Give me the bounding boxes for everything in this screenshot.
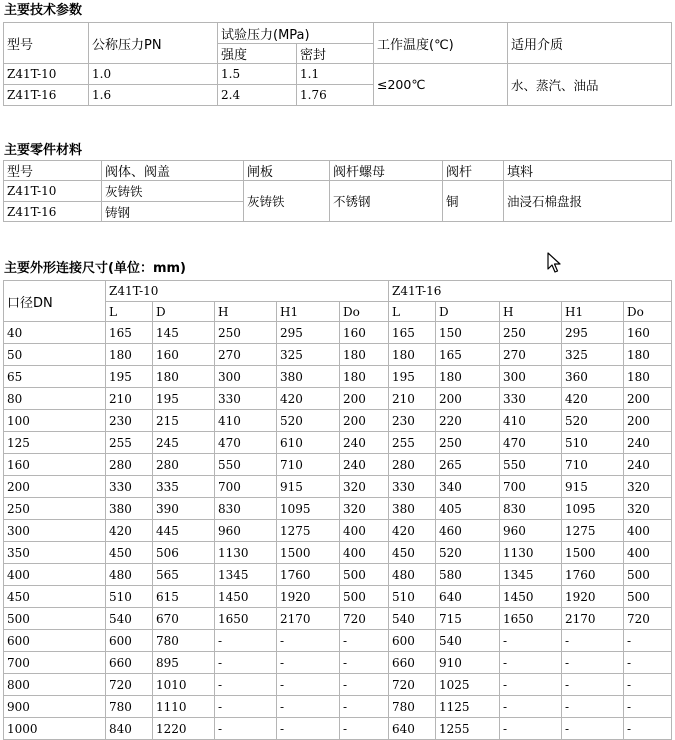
table-row [4,652,672,674]
cell-value: - [277,652,340,674]
cell-value: 240 [624,454,672,476]
table-row [4,542,672,564]
cell-value: 320 [624,498,672,520]
cell-value: - [215,630,277,652]
cell-value: 380 [277,366,340,388]
cell-value: 410 [500,410,562,432]
cell-value: 180 [624,366,672,388]
cell-model: Z41T-16 [4,202,102,222]
cell-dn: 160 [4,454,106,476]
cell-dn: 125 [4,432,106,454]
cell-value: 450 [389,542,436,564]
cell-value: 405 [436,498,500,520]
cell-value: 1125 [436,696,500,718]
cell-value: 710 [277,454,340,476]
cell-temp: ≤200℃ [374,64,508,106]
cell-value: 330 [500,388,562,410]
cell-value: - [340,652,389,674]
cell-dn: 600 [4,630,106,652]
dimensions-table [3,280,672,740]
cell-value: 780 [106,696,153,718]
cell-value: 470 [215,432,277,454]
header-col-h1: H1 [562,302,624,322]
cell-value: 715 [436,608,500,630]
cell-value: 1345 [215,564,277,586]
cell-value: - [215,718,277,740]
cell-value: 1095 [277,498,340,520]
cell-value: 830 [215,498,277,520]
header-group-z41t-16: Z41T-16 [389,281,672,302]
dimensions-title: 主要外形连接尺寸(单位：mm) [4,261,186,276]
cell-value: 200 [340,410,389,432]
cell-value: 720 [106,674,153,696]
header-nut: 阀杆螺母 [330,161,443,181]
cell-value: 1275 [277,520,340,542]
cell-dn: 800 [4,674,106,696]
cell-value: 460 [436,520,500,542]
header-packing: 填料 [504,161,672,181]
table-row [4,586,672,608]
cell-value: 250 [436,432,500,454]
cell-value: 1760 [277,564,340,586]
cell-value: 240 [624,432,672,454]
cell-value: - [500,630,562,652]
cell-value: 540 [389,608,436,630]
table-row [4,674,672,696]
cell-dn: 40 [4,322,106,344]
cell-value: 700 [215,476,277,498]
cell-value: 520 [436,542,500,564]
table-row [4,388,672,410]
cell-stem: 铜 [443,181,504,222]
cell-value: 1095 [562,498,624,520]
header-col-do: Do [340,302,389,322]
cell-value: 640 [436,586,500,608]
cell-dn: 200 [4,476,106,498]
materials-title: 主要零件材料 [4,143,83,158]
cell-value: 180 [340,344,389,366]
table-row [4,410,672,432]
header-strength: 强度 [218,44,297,64]
cell-value: 1025 [436,674,500,696]
cell-value: 1220 [153,718,215,740]
cell-value: 165 [106,322,153,344]
cell-value: 960 [500,520,562,542]
cell-value: 330 [106,476,153,498]
cell-value: - [215,652,277,674]
cell-pn: 1.0 [89,64,218,85]
cell-value: 195 [153,388,215,410]
cell-body: 灰铸铁 [102,181,244,202]
cell-value: 840 [106,718,153,740]
cell-value: - [500,718,562,740]
cell-value: 220 [436,410,500,432]
cell-pn: 1.6 [89,85,218,106]
cell-value: 335 [153,476,215,498]
cell-value: 270 [500,344,562,366]
cell-value: - [340,718,389,740]
cell-value: 145 [153,322,215,344]
cell-value: - [500,652,562,674]
cell-value: 320 [624,476,672,498]
cell-model: Z41T-10 [4,64,89,85]
cell-value: 250 [500,322,562,344]
cell-value: 180 [106,344,153,366]
cell-value: 1010 [153,674,215,696]
header-col-do: Do [624,302,672,322]
table-row [4,64,672,85]
cell-value: 420 [106,520,153,542]
cell-dn: 900 [4,696,106,718]
cell-value: 830 [500,498,562,520]
cell-value: 400 [624,542,672,564]
cell-value: - [624,718,672,740]
cell-value: 915 [562,476,624,498]
cell-value: 510 [562,432,624,454]
table-row [4,630,672,652]
cell-value: 506 [153,542,215,564]
cell-dn: 65 [4,366,106,388]
cell-model: Z41T-10 [4,181,102,202]
cell-value: 230 [389,410,436,432]
cell-value: 180 [340,366,389,388]
cell-value: - [500,696,562,718]
table-row [4,608,672,630]
cell-value: 720 [340,608,389,630]
table-row [4,454,672,476]
cell-value: 160 [340,322,389,344]
cell-value: 240 [340,432,389,454]
header-col-d: D [153,302,215,322]
cell-value: - [562,630,624,652]
cell-value: 520 [562,410,624,432]
cell-value: 960 [215,520,277,542]
cell-strength: 1.5 [218,64,297,85]
cell-value: 2170 [562,608,624,630]
cell-packing: 油浸石棉盘报 [504,181,672,222]
table-row [4,322,672,344]
cell-value: 300 [500,366,562,388]
header-stem: 阀杆 [443,161,504,181]
cell-value: 895 [153,652,215,674]
cell-value: - [624,674,672,696]
cell-value: 540 [436,630,500,652]
cell-value: 1920 [562,586,624,608]
cell-value: 195 [106,366,153,388]
cell-value: - [215,696,277,718]
cell-value: 540 [106,608,153,630]
cell-value: 510 [106,586,153,608]
cell-value: 420 [562,388,624,410]
header-medium: 适用介质 [508,23,672,64]
table-row [4,476,672,498]
cell-value: - [562,652,624,674]
cell-value: 520 [277,410,340,432]
cell-value: 600 [106,630,153,652]
cell-value: - [340,630,389,652]
cell-dn: 100 [4,410,106,432]
cell-value: 1500 [277,542,340,564]
cell-value: 1275 [562,520,624,542]
cell-value: 160 [624,322,672,344]
cell-value: 200 [436,388,500,410]
cell-value: 295 [562,322,624,344]
cell-value: 550 [215,454,277,476]
cell-value: 915 [277,476,340,498]
cell-value: - [624,652,672,674]
tech-params-title: 主要技术参数 [4,3,83,18]
cell-value: 1255 [436,718,500,740]
cell-value: 2170 [277,608,340,630]
cell-value: 480 [106,564,153,586]
header-seal: 密封 [297,44,374,64]
cell-value: 270 [215,344,277,366]
cell-strength: 2.4 [218,85,297,106]
cell-value: 320 [340,498,389,520]
header-model: 型号 [4,161,102,181]
cell-value: 1450 [500,586,562,608]
cell-value: 410 [215,410,277,432]
cell-dn: 80 [4,388,106,410]
cell-value: 1345 [500,564,562,586]
cell-value: 1130 [500,542,562,564]
materials-table [3,160,672,222]
cell-value: 180 [153,366,215,388]
cell-value: 610 [277,432,340,454]
cell-value: 1760 [562,564,624,586]
cell-dn: 500 [4,608,106,630]
cell-dn: 350 [4,542,106,564]
cell-value: 165 [436,344,500,366]
table-row [4,432,672,454]
table-row [4,718,672,740]
header-col-l: L [106,302,153,322]
table-row [4,181,672,202]
cell-value: 265 [436,454,500,476]
cell-dn: 400 [4,564,106,586]
header-group-z41t-10: Z41T-10 [106,281,389,302]
cell-value: 1650 [500,608,562,630]
cell-value: 150 [436,322,500,344]
cell-value: 660 [106,652,153,674]
table-row [4,366,672,388]
header-test-pressure: 试验压力(MPa) [218,23,374,44]
header-col-h: H [215,302,277,322]
header-temp: 工作温度(℃) [374,23,508,64]
header-dn: 口径DN [4,281,106,322]
table-row [4,696,672,718]
header-model: 型号 [4,23,89,64]
cell-value: 195 [389,366,436,388]
table-row [4,498,672,520]
cell-value: 420 [277,388,340,410]
cell-value: 710 [562,454,624,476]
cell-value: 700 [500,476,562,498]
cell-value: 300 [215,366,277,388]
cell-value: 390 [153,498,215,520]
cell-value: - [340,696,389,718]
header-col-h: H [500,302,562,322]
cell-value: 380 [106,498,153,520]
header-pn: 公称压力PN [89,23,218,64]
cell-value: 1500 [562,542,624,564]
cell-value: 400 [340,520,389,542]
cell-value: 325 [277,344,340,366]
cell-value: - [562,696,624,718]
cell-value: - [500,674,562,696]
cell-value: 280 [153,454,215,476]
cell-value: - [215,674,277,696]
cell-dn: 1000 [4,718,106,740]
cell-value: 200 [624,388,672,410]
cell-value: 500 [624,564,672,586]
cell-value: 340 [436,476,500,498]
cell-value: 180 [436,366,500,388]
cell-value: - [624,696,672,718]
cell-value: 470 [500,432,562,454]
cell-value: 720 [624,608,672,630]
cell-value: 250 [215,322,277,344]
cell-value: 400 [624,520,672,542]
cell-dn: 250 [4,498,106,520]
cell-model: Z41T-16 [4,85,89,106]
cell-value: 660 [389,652,436,674]
cell-value: 780 [153,630,215,652]
cell-value: 420 [389,520,436,542]
cell-dn: 700 [4,652,106,674]
tech-params-table [3,22,672,106]
cell-value: 600 [389,630,436,652]
header-col-l: L [389,302,436,322]
cell-value: 330 [389,476,436,498]
cell-value: 910 [436,652,500,674]
cell-value: 580 [436,564,500,586]
cell-value: - [562,718,624,740]
cell-seal: 1.76 [297,85,374,106]
cell-value: 565 [153,564,215,586]
cell-medium: 水、蒸汽、油品 [508,64,672,106]
cell-value: 325 [562,344,624,366]
header-body: 阀体、阀盖 [102,161,244,181]
cell-value: 510 [389,586,436,608]
cell-value: - [277,718,340,740]
cell-seal: 1.1 [297,64,374,85]
cell-value: 200 [340,388,389,410]
cell-dn: 300 [4,520,106,542]
cell-value: 480 [389,564,436,586]
cell-value: 230 [106,410,153,432]
cell-value: 445 [153,520,215,542]
cell-value: 210 [106,388,153,410]
table-row [4,344,672,366]
cell-value: 180 [624,344,672,366]
table-row [4,520,672,542]
cell-value: 360 [562,366,624,388]
cell-value: 295 [277,322,340,344]
cell-value: - [277,630,340,652]
cell-value: 165 [389,322,436,344]
cell-body: 铸钢 [102,202,244,222]
cell-value: 245 [153,432,215,454]
cell-value: 240 [340,454,389,476]
cell-value: 1450 [215,586,277,608]
cell-dn: 50 [4,344,106,366]
cell-value: 210 [389,388,436,410]
cell-gate: 灰铸铁 [244,181,330,222]
cell-value: 215 [153,410,215,432]
cell-value: 280 [389,454,436,476]
cell-value: - [562,674,624,696]
cell-value: 640 [389,718,436,740]
cell-dn: 450 [4,586,106,608]
cell-value: 180 [389,344,436,366]
cell-value: 550 [500,454,562,476]
cell-value: 500 [624,586,672,608]
cell-value: 255 [389,432,436,454]
cell-value: 500 [340,564,389,586]
cell-value: 1920 [277,586,340,608]
cell-value: - [624,630,672,652]
cell-value: - [277,696,340,718]
header-col-d: D [436,302,500,322]
cell-value: 450 [106,542,153,564]
header-gate: 闸板 [244,161,330,181]
cell-value: 330 [215,388,277,410]
cell-value: - [340,674,389,696]
cell-value: 400 [340,542,389,564]
cell-value: 1130 [215,542,277,564]
cell-value: 200 [624,410,672,432]
cell-value: - [277,674,340,696]
cell-value: 1650 [215,608,277,630]
cell-value: 1110 [153,696,215,718]
cell-value: 615 [153,586,215,608]
cell-value: 670 [153,608,215,630]
cell-value: 280 [106,454,153,476]
cell-value: 720 [389,674,436,696]
table-row [4,564,672,586]
mouse-cursor-icon [547,252,563,274]
cell-value: 380 [389,498,436,520]
cell-value: 780 [389,696,436,718]
cell-value: 500 [340,586,389,608]
cell-value: 320 [340,476,389,498]
cell-value: 160 [153,344,215,366]
header-col-h1: H1 [277,302,340,322]
cell-value: 255 [106,432,153,454]
cell-nut: 不锈钢 [330,181,443,222]
